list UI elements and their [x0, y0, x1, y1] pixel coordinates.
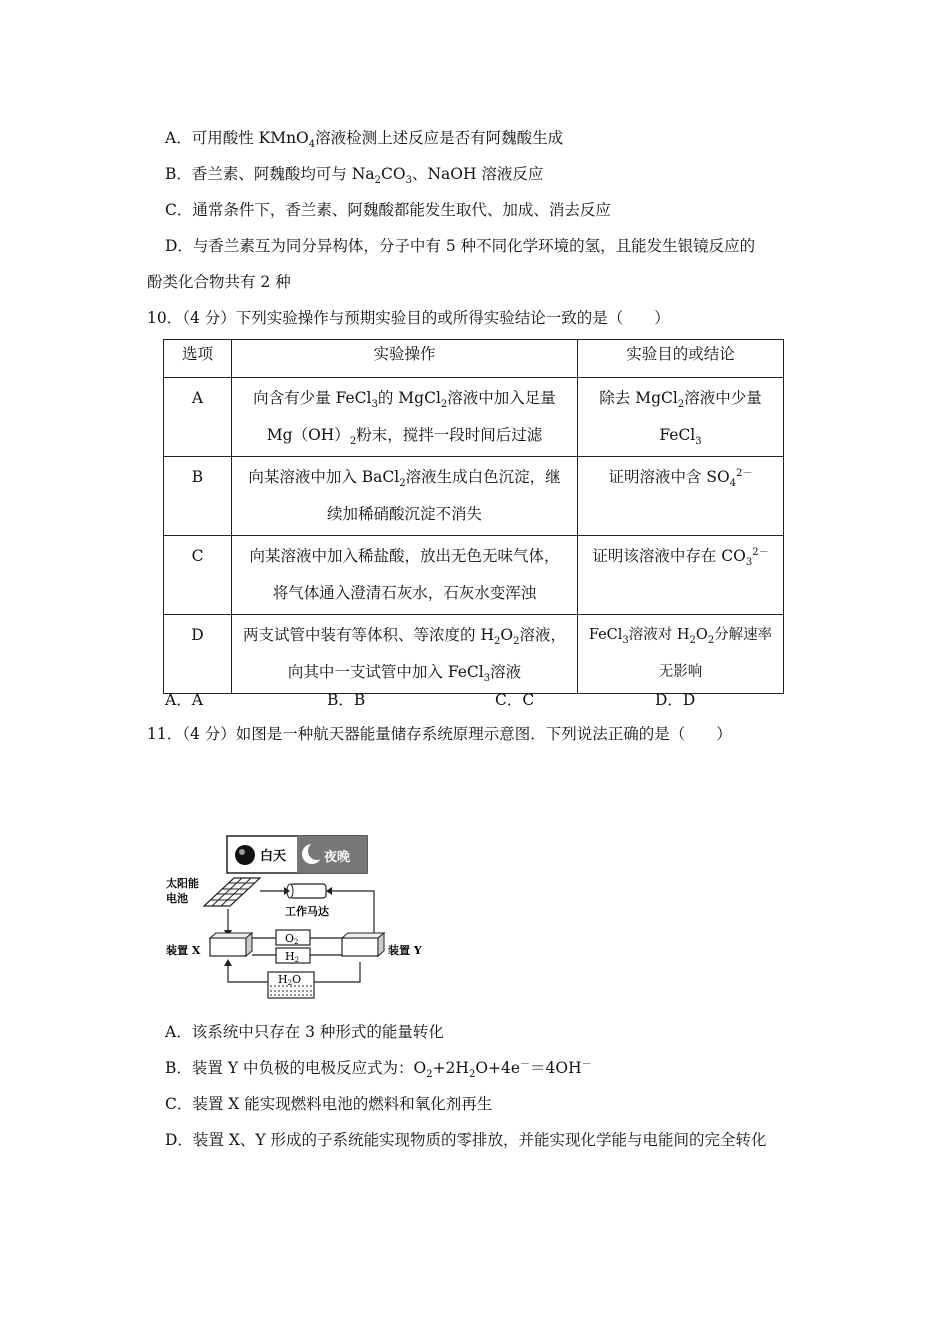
header-option: 选项 — [164, 340, 232, 378]
motor-label: 工作马达 — [285, 905, 329, 918]
q9-option-c: C．通常条件下，香兰素、阿魏酸都能发生取代、加成、消去反应 — [165, 201, 611, 219]
header-operation: 实验操作 — [232, 340, 578, 378]
row-operation: 向某溶液中加入稀盐酸，放出无色无味气体， 将气体通入澄清石灰水，石灰水变浑浊 — [232, 536, 578, 615]
q11-option-c: C．装置 X 能实现燃料电池的燃料和氧化剂再生 — [165, 1095, 493, 1113]
table-row — [164, 457, 784, 536]
q10-answer-options — [165, 688, 785, 708]
sun-highlight — [239, 849, 245, 855]
q9-option-d-continued: 酚类化合物共有 2 种 — [147, 273, 291, 291]
table-row — [164, 536, 784, 615]
table-header-row — [164, 340, 784, 378]
q11-option-d: D．装置 X、Y 形成的子系统能实现物质的零排放，并能实现化学能与电能间的完全转化 — [165, 1131, 767, 1149]
q10-stem: 10．（4 分）下列实验操作与预期实验目的或所得实验结论一致的是（ ） — [147, 309, 670, 327]
row-conclusion: 证明该溶液中存在 $CO_3^{2-}$ — [578, 536, 784, 615]
device-x-icon — [210, 938, 246, 956]
h2-label: H2 — [285, 950, 300, 964]
row-label: D — [164, 615, 232, 694]
arrowhead — [326, 887, 332, 895]
energy-storage-diagram — [164, 834, 434, 1006]
row-conclusion: 除去 MgCl$_2$溶液中少量 FeCl$_3$ — [578, 378, 784, 457]
q10-answer-d: D．D — [655, 691, 696, 709]
solar-label-1: 太阳能 — [166, 877, 199, 890]
solar-label-2: 电池 — [166, 892, 188, 905]
q11-stem: 11．（4 分）如图是一种航天器能量储存系统原理示意图．下列说法正确的是（ ） — [147, 725, 732, 743]
device-x-label: 装置 X — [166, 944, 201, 957]
device-y-label: 装置 Y — [388, 944, 422, 957]
device-x-top — [210, 933, 252, 938]
row-operation: 两支试管中装有等体积、等浓度的 $H_2O_2$溶液， 向其中一支试管中加入 FeCl$_3$溶液 — [232, 615, 578, 694]
day-label: 白天 — [260, 849, 287, 864]
row-conclusion: 证明溶液中含 $SO_4^{2-}$ — [578, 457, 784, 536]
row-conclusion: FeCl$_3$溶液对 $H_2O_2$分解速率 无影响 — [578, 615, 784, 694]
row-label: B — [164, 457, 232, 536]
q11-option-a: A．该系统中只存在 3 种形式的能量转化 — [165, 1023, 444, 1041]
q9-option-b: B．香兰素、阿魏酸均可与 $Na_2CO_3$、NaOH 溶液反应 — [165, 165, 544, 187]
solar-panel-icon — [204, 878, 260, 906]
q10-answer-c: C．C — [495, 691, 535, 709]
motor-icon — [290, 884, 326, 898]
q11-option-b: B．装置 Y 中负极的电极反应式为：$O_2+2H_2O+4e^-=4OH^-$ — [165, 1058, 592, 1081]
row-label: C — [164, 536, 232, 615]
arrowhead — [224, 959, 232, 966]
device-y-top — [342, 933, 384, 938]
h2o-label: H2O — [278, 973, 302, 987]
q9-option-a: A．可用酸性 KMnO$_4$溶液检测上述反应是否有阿魏酸生成 — [165, 129, 564, 151]
q9-option-d: D．与香兰素互为同分异构体，分子中有 5 种不同化学环境的氢，且能发生银镜反应的 — [165, 237, 756, 255]
q10-answer-b: B．B — [327, 691, 366, 709]
sun-icon — [235, 845, 255, 865]
header-conclusion: 实验目的或结论 — [578, 340, 784, 378]
table-row — [164, 615, 784, 694]
row-label: A — [164, 378, 232, 457]
o2-label: O2 — [285, 932, 299, 946]
row-operation: 向含有少量 FeCl$_3$的 MgCl$_2$溶液中加入足量 $Mg(OH)_2$粉末，搅拌一段时间后过滤 — [232, 378, 578, 457]
night-label: 夜晚 — [324, 850, 351, 865]
row-operation: 向某溶液中加入 BaCl$_2$溶液生成白色沉淀，继 续加稀硝酸沉淀不消失 — [232, 457, 578, 536]
water-to-x-pipe — [228, 966, 268, 982]
y-to-water-pipe — [314, 962, 360, 982]
table-row — [164, 378, 784, 457]
device-y-icon — [342, 938, 378, 956]
q10-table — [163, 339, 784, 694]
q10-answer-a: A．A — [165, 691, 203, 709]
